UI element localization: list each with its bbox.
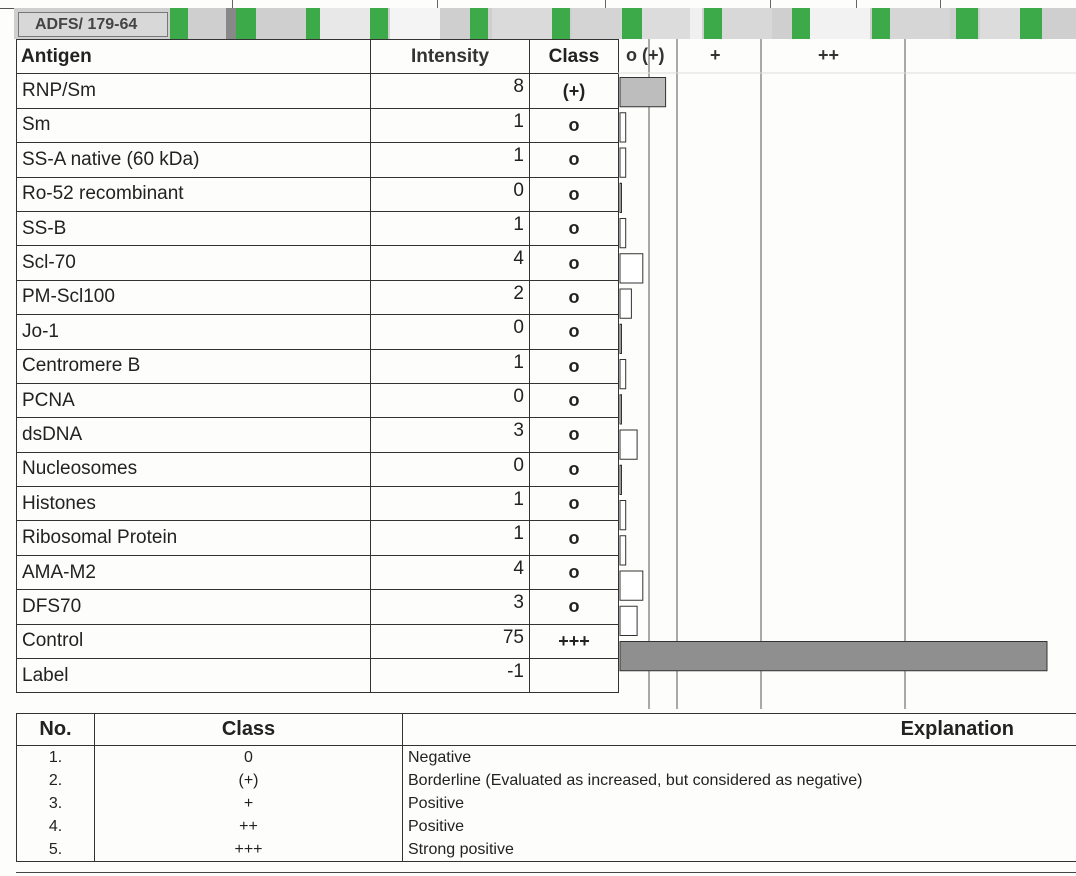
chart-bar bbox=[620, 536, 626, 565]
chart-bar bbox=[620, 183, 622, 212]
strip-band bbox=[236, 8, 256, 39]
antigen-cell: DFS70 bbox=[17, 590, 371, 624]
intensity-bar-chart bbox=[618, 39, 1076, 709]
strip-tick bbox=[856, 0, 857, 8]
intensity-cell: 0 bbox=[371, 177, 530, 211]
table-row bbox=[17, 487, 619, 521]
legend-row bbox=[17, 769, 1076, 792]
table-row bbox=[17, 590, 619, 624]
class-cell: o bbox=[530, 280, 619, 314]
intensity-cell: 4 bbox=[371, 555, 530, 589]
strip-band bbox=[980, 8, 1020, 39]
legend-no-cell: 2. bbox=[17, 769, 95, 792]
legend-class-cell: +++ bbox=[95, 838, 403, 862]
chart-bar bbox=[620, 501, 626, 530]
antigen-cell: Centromere B bbox=[17, 349, 371, 383]
legend-explanation-cell: Positive bbox=[403, 792, 1076, 815]
strip-band bbox=[792, 8, 810, 39]
legend-no-cell: 1. bbox=[17, 746, 95, 770]
legend-header-no: No. bbox=[17, 714, 95, 746]
strip-band bbox=[306, 8, 320, 39]
strip-band bbox=[170, 8, 188, 39]
intensity-cell: 0 bbox=[371, 315, 530, 349]
strip-tick bbox=[770, 0, 771, 8]
chart-bar bbox=[620, 254, 643, 283]
legend-explanation-cell: Positive bbox=[403, 815, 1076, 838]
class-cell: o bbox=[530, 108, 619, 142]
legend-row bbox=[17, 838, 1076, 862]
antigen-cell: SS-B bbox=[17, 211, 371, 245]
intensity-cell: 1 bbox=[371, 211, 530, 245]
chart-bar bbox=[620, 148, 626, 177]
legend-class-cell: + bbox=[95, 792, 403, 815]
test-strip-image bbox=[14, 8, 1076, 39]
strip-tick bbox=[940, 0, 941, 8]
table-row bbox=[17, 108, 619, 142]
legend-class-cell: 0 bbox=[95, 746, 403, 770]
strip-band bbox=[642, 8, 692, 39]
class-cell: +++ bbox=[530, 624, 619, 658]
strip-band bbox=[320, 8, 370, 39]
antigen-cell: Histones bbox=[17, 487, 371, 521]
strip-band bbox=[1020, 8, 1042, 39]
strip-band bbox=[704, 8, 722, 39]
chart-bar bbox=[620, 606, 637, 635]
class-cell: o bbox=[530, 211, 619, 245]
antigen-cell: Nucleosomes bbox=[17, 452, 371, 486]
antigen-cell: PCNA bbox=[17, 383, 371, 417]
legend-header bbox=[17, 714, 1076, 746]
chart-bar bbox=[620, 642, 1047, 671]
chart-bar bbox=[620, 324, 622, 353]
table-row bbox=[17, 143, 619, 177]
antigen-cell: PM-Scl100 bbox=[17, 280, 371, 314]
class-cell: o bbox=[530, 521, 619, 555]
class-cell: o bbox=[530, 555, 619, 589]
chart-bar bbox=[620, 360, 626, 389]
table-row bbox=[17, 349, 619, 383]
antigen-cell: SS-A native (60 kDa) bbox=[17, 143, 371, 177]
chart-bar bbox=[620, 571, 643, 600]
class-cell: o bbox=[530, 315, 619, 349]
strip-label: ADFS/ 179-64 bbox=[18, 12, 168, 37]
strip-band bbox=[622, 8, 642, 39]
intensity-cell: 75 bbox=[371, 624, 530, 658]
strip-band bbox=[956, 8, 978, 39]
antigen-cell: dsDNA bbox=[17, 418, 371, 452]
strip-band bbox=[810, 8, 870, 39]
table-row bbox=[17, 74, 619, 108]
strip-band bbox=[572, 8, 622, 39]
class-cell: o bbox=[530, 383, 619, 417]
chart-header-positive-2: ++ bbox=[818, 45, 840, 65]
legend-row bbox=[17, 746, 1076, 770]
chart-bar bbox=[620, 289, 631, 318]
legend-no-cell: 3. bbox=[17, 792, 95, 815]
strip-tick bbox=[605, 0, 606, 8]
antigen-cell: Ribosomal Protein bbox=[17, 521, 371, 555]
intensity-cell: 8 bbox=[371, 74, 530, 108]
legend-explanation-cell: Strong positive bbox=[403, 838, 1076, 862]
class-cell: o bbox=[530, 418, 619, 452]
antigen-cell: Label bbox=[17, 659, 371, 693]
table-row bbox=[17, 177, 619, 211]
intensity-cell: 1 bbox=[371, 143, 530, 177]
class-cell: o bbox=[530, 177, 619, 211]
legend-row bbox=[17, 815, 1076, 838]
table-row bbox=[17, 418, 619, 452]
intensity-cell: -1 bbox=[371, 659, 530, 693]
table-row bbox=[17, 452, 619, 486]
class-cell: o bbox=[530, 452, 619, 486]
table-row bbox=[17, 383, 619, 417]
intensity-cell: 0 bbox=[371, 452, 530, 486]
class-cell: o bbox=[530, 590, 619, 624]
legend-header-class: Class bbox=[95, 714, 403, 746]
legend-row bbox=[17, 792, 1076, 815]
strip-band bbox=[722, 8, 772, 39]
class-cell: o bbox=[530, 143, 619, 177]
strip-band bbox=[226, 8, 236, 39]
strip-band bbox=[492, 8, 552, 39]
legend-no-cell: 5. bbox=[17, 838, 95, 862]
class-legend-table bbox=[16, 713, 1076, 862]
strip-band bbox=[390, 8, 440, 39]
antigen-cell: RNP/Sm bbox=[17, 74, 371, 108]
column-header-antigen: Antigen bbox=[17, 40, 371, 74]
bottom-divider bbox=[16, 872, 1076, 873]
class-cell: o bbox=[530, 246, 619, 280]
legend-class-cell: (+) bbox=[95, 769, 403, 792]
chart-header-borderline: o (+) bbox=[626, 45, 665, 65]
intensity-cell: 3 bbox=[371, 590, 530, 624]
table-row bbox=[17, 659, 619, 693]
strip-band bbox=[370, 8, 388, 39]
legend-header-explanation: Explanation bbox=[403, 714, 1076, 746]
intensity-cell: 4 bbox=[371, 246, 530, 280]
intensity-cell: 0 bbox=[371, 383, 530, 417]
intensity-cell: 1 bbox=[371, 521, 530, 555]
strip-tick bbox=[437, 0, 438, 8]
antigen-table-header bbox=[17, 40, 619, 74]
class-cell: (+) bbox=[530, 74, 619, 108]
table-row bbox=[17, 521, 619, 555]
chart-bar bbox=[620, 430, 637, 459]
antigen-cell: Jo-1 bbox=[17, 315, 371, 349]
strip-tick bbox=[232, 0, 233, 8]
intensity-cell: 1 bbox=[371, 108, 530, 142]
class-cell: o bbox=[530, 349, 619, 383]
antigen-cell: Ro-52 recombinant bbox=[17, 177, 371, 211]
chart-header-positive: + bbox=[710, 45, 721, 65]
intensity-cell: 1 bbox=[371, 487, 530, 521]
antigen-cell: Sm bbox=[17, 108, 371, 142]
column-header-intensity: Intensity bbox=[371, 40, 530, 74]
strip-band bbox=[872, 8, 890, 39]
strip-band bbox=[552, 8, 570, 39]
antigen-cell: Scl-70 bbox=[17, 246, 371, 280]
chart-bar bbox=[620, 219, 626, 248]
chart-svg bbox=[618, 39, 1076, 709]
legend-explanation-cell: Borderline (Evaluated as increased, but considered as negative) bbox=[403, 769, 1076, 792]
table-row bbox=[17, 246, 619, 280]
intensity-cell: 1 bbox=[371, 349, 530, 383]
strip-band bbox=[1042, 8, 1062, 39]
chart-bar bbox=[620, 113, 626, 142]
antigen-cell: AMA-M2 bbox=[17, 555, 371, 589]
legend-no-cell: 4. bbox=[17, 815, 95, 838]
strip-band bbox=[470, 8, 488, 39]
chart-bar bbox=[620, 78, 666, 107]
class-cell: o bbox=[530, 487, 619, 521]
chart-bar bbox=[620, 395, 622, 424]
column-header-class: Class bbox=[530, 40, 619, 74]
intensity-cell: 2 bbox=[371, 280, 530, 314]
table-row bbox=[17, 315, 619, 349]
table-row bbox=[17, 624, 619, 658]
class-cell bbox=[530, 659, 619, 693]
intensity-cell: 3 bbox=[371, 418, 530, 452]
chart-bar bbox=[620, 465, 622, 494]
strip-band bbox=[890, 8, 950, 39]
table-row bbox=[17, 555, 619, 589]
table-row bbox=[17, 211, 619, 245]
table-row bbox=[17, 280, 619, 314]
antigen-cell: Control bbox=[17, 624, 371, 658]
antigen-table bbox=[16, 39, 619, 693]
legend-explanation-cell: Negative bbox=[403, 746, 1076, 770]
strip-band bbox=[690, 8, 702, 39]
legend-class-cell: ++ bbox=[95, 815, 403, 838]
